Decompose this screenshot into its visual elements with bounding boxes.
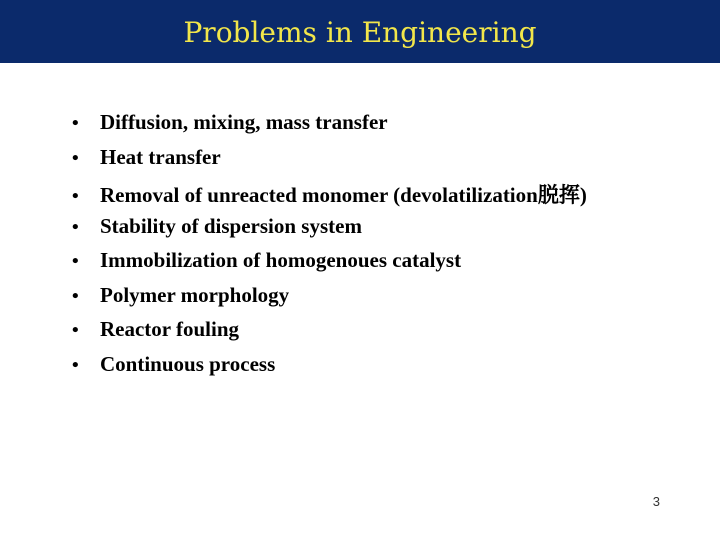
bullet-point-icon: • (70, 320, 81, 341)
bullet-text: Immobilization of homogenoues catalyst (100, 248, 462, 272)
bullet-item (70, 145, 587, 180)
bullet-point-icon: • (70, 285, 81, 307)
bullet-item (70, 283, 587, 318)
bullet-item (70, 317, 587, 352)
bullet-item (70, 352, 587, 387)
bullet-text: Removal of unreacted monomer (devolatilization脱挥) (100, 183, 587, 207)
bullet-item (70, 179, 587, 214)
bullet-text: Heat transfer (100, 144, 221, 169)
page-number: 3 (652, 494, 660, 509)
bullet-point-icon: • (70, 186, 81, 207)
bullet-item (70, 248, 587, 283)
bullet-item (70, 110, 587, 145)
bullet-point-icon: • (70, 216, 81, 238)
bullet-point-icon: • (70, 251, 81, 272)
bullet-point-icon: • (70, 147, 81, 169)
bullet-point-icon: • (70, 354, 81, 376)
bullet-text: Reactor fouling (100, 317, 240, 341)
bullet-point-icon: • (70, 113, 81, 134)
slide-title: Problems in Engineering (183, 16, 537, 49)
bullet-text: Diffusion, mixing, mass transfer (100, 110, 388, 134)
title-banner (0, 0, 720, 63)
bullet-text: Continuous process (100, 351, 276, 376)
bullet-list (70, 110, 587, 386)
bullet-item (70, 214, 587, 249)
bullet-text: Polymer morphology (100, 282, 290, 307)
bullet-text: Stability of dispersion system (100, 213, 362, 238)
